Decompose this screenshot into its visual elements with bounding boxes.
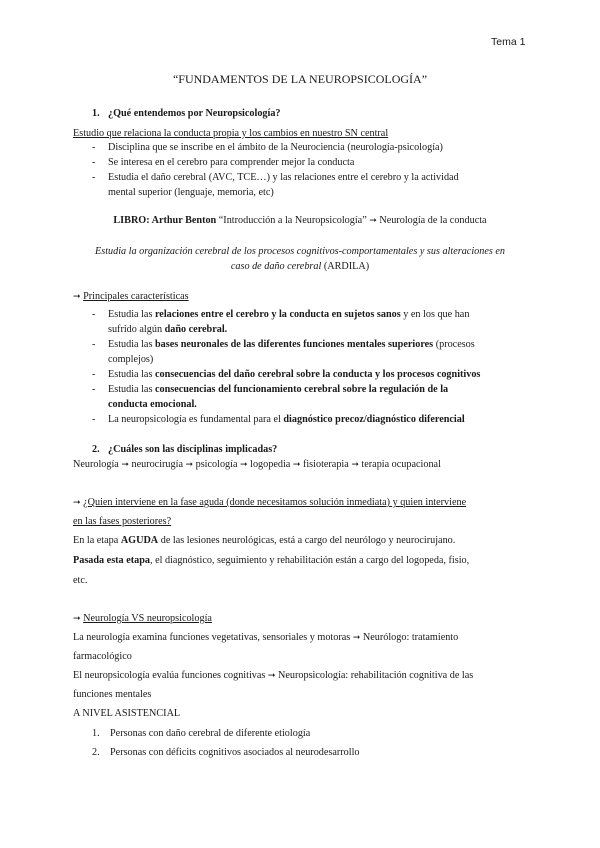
- list-item-continuation: sufrido algún daño cerebral.: [108, 324, 228, 335]
- aguda-question-line1: ➞ ¿Quien interviene en la fase aguda (donde necesitamos solución inmediata) y quien interviene: [73, 497, 467, 508]
- list-item: Estudia las relaciones entre el cerebro y la conducta en sujetos sanos y en los que han: [108, 309, 470, 320]
- arrow-icon: ➞: [240, 460, 248, 470]
- numbered-item: Personas con daño cerebral de diferente etiología: [110, 728, 311, 739]
- dash-bullet: -: [92, 309, 96, 320]
- vs-line-2-continuation: funciones mentales: [73, 689, 152, 700]
- list-item-continuation: mental superior (lenguaje, memoria, etc): [108, 187, 274, 198]
- aguda-paragraph-2-continuation: etc.: [73, 575, 88, 586]
- numbered-item-number: 1.: [92, 728, 100, 739]
- dash-bullet: -: [92, 384, 96, 395]
- book-label: LIBRO: Arthur Benton: [113, 215, 217, 226]
- arrow-icon: ➞: [73, 498, 81, 508]
- section-2-heading: ¿Cuáles son las disciplinas implicadas?: [108, 444, 278, 455]
- ardila-definition-line1: Estudia la organización cerebral de los procesos cognitivos-comportamentales y sus alteraciones en: [95, 246, 505, 257]
- dash-bullet: -: [92, 339, 96, 350]
- page-header-topic: Tema 1: [491, 36, 526, 48]
- principales-heading: [73, 291, 189, 302]
- ardila-definition-line2: [0, 261, 600, 272]
- list-item: Estudia las consecuencias del daño cerebral sobre la conducta y los procesos cognitivos: [108, 369, 481, 380]
- dash-bullet: -: [92, 369, 96, 380]
- list-item: Estudia el daño cerebral (AVC, TCE…) y las relaciones entre el cerebro y la actividad: [108, 172, 459, 183]
- list-item-continuation: complejos): [108, 354, 154, 365]
- vs-line-2: El neuropsicología evalúa funciones cognitivas ➞ Neuropsicología: rehabilitación cognitiva de las: [73, 670, 474, 681]
- book-subject: Neurología de la conducta: [376, 215, 487, 226]
- section-1-number: 1.: [92, 108, 100, 119]
- book-reference: [0, 215, 600, 226]
- arrow-icon: ➞: [121, 460, 129, 470]
- definition-line: Estudio que relaciona la conducta propia y los cambios en nuestro SN central: [73, 128, 389, 139]
- dash-bullet: -: [92, 172, 96, 183]
- dash-bullet: -: [92, 142, 96, 153]
- arrow-icon: ➞: [369, 216, 377, 226]
- section-1-heading: ¿Qué entendemos por Neuropsicología?: [108, 108, 281, 119]
- book-title: “Introducción a la Neuropsicología”: [216, 215, 370, 226]
- list-item: Estudia las bases neuronales de las diferentes funciones mentales superiores (procesos: [108, 339, 475, 350]
- numbered-item-number: 2.: [92, 747, 100, 758]
- aguda-question-line2: en las fases posteriores?: [73, 516, 172, 527]
- vs-heading: ➞ Neurología VS neuropsicología: [73, 613, 212, 624]
- list-item: Disciplina que se inscribe en el ámbito de la Neurociencia (neurología-psicología): [108, 142, 443, 153]
- dash-bullet: -: [92, 157, 96, 168]
- vs-line-1: La neurología examina funciones vegetativas, sensoriales y motoras ➞ Neurólogo: tratamiento: [73, 632, 459, 643]
- aguda-paragraph-1: En la etapa AGUDA de las lesiones neurológicas, está a cargo del neurólogo y neurocirujano.: [73, 535, 456, 546]
- aguda-paragraph-2: Pasada esta etapa, el diagnóstico, seguimiento y rehabilitación están a cargo del logopeda, fisio,: [73, 555, 470, 566]
- arrow-icon: ➞: [185, 460, 194, 470]
- arrow-icon: ➞: [352, 633, 361, 643]
- ardila-author: (ARDILA): [321, 261, 370, 272]
- arrow-icon: ➞: [73, 614, 81, 624]
- dash-bullet: -: [92, 414, 96, 425]
- ardila-text: caso de daño cerebral: [230, 261, 322, 272]
- asistencial-heading: A NIVEL ASISTENCIAL: [73, 708, 181, 719]
- arrow-icon: ➞: [351, 460, 359, 470]
- vs-line-1-continuation: farmacológico: [73, 651, 132, 662]
- list-item: La neuropsicología es fundamental para el diagnóstico precoz/diagnóstico diferencial: [108, 414, 465, 425]
- list-item: Se interesa en el cerebro para comprender mejor la conducta: [108, 157, 355, 168]
- disciplines-chain: Neurología ➞ neurocirugía ➞ psicología ➞ logopedia ➞ fisioterapia ➞ terapia ocupacional: [73, 459, 441, 470]
- section-2-number: 2.: [92, 444, 100, 455]
- arrow-icon: ➞: [267, 671, 276, 681]
- arrow-icon: ➞: [292, 460, 301, 470]
- principales-heading-text: Principales características: [83, 291, 189, 302]
- list-item: Estudia las consecuencias del funcionamiento cerebral sobre la regulación de la: [108, 384, 449, 395]
- list-item-continuation: conducta emocional.: [108, 399, 197, 410]
- document-title: “FUNDAMENTOS DE LA NEUROPSICOLOGÍA”: [172, 72, 428, 86]
- arrow-icon: ➞: [73, 292, 81, 302]
- numbered-item: Personas con déficits cognitivos asociados al neurodesarrollo: [110, 747, 360, 758]
